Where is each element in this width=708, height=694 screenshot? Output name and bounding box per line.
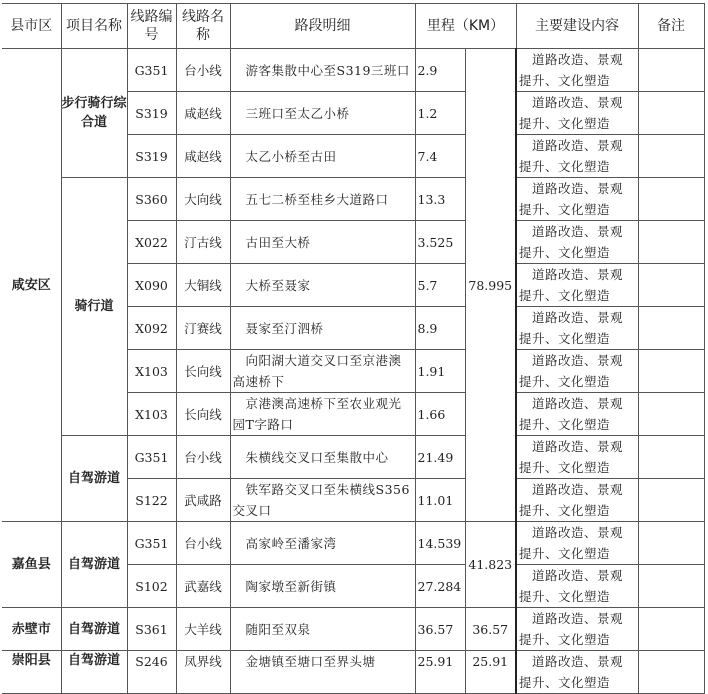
- code-cell: G351: [127, 49, 176, 92]
- name-cell: 大羊线: [176, 608, 230, 651]
- remark-cell: [638, 393, 704, 436]
- header-detail: 路段明细: [230, 4, 415, 49]
- detail-cell: 三班口至太乙小桥: [230, 92, 415, 135]
- project-cell: 自驾游道: [61, 436, 127, 522]
- table-row: [2, 436, 704, 479]
- km-total-cell: 41.823: [465, 522, 516, 608]
- remark-cell: [638, 350, 704, 393]
- header-county: 县市区: [2, 4, 61, 49]
- detail-cell: 金塘镇至塘口至界头塘: [230, 651, 415, 694]
- remark-cell: [638, 436, 704, 479]
- road-table: [2, 3, 705, 694]
- name-cell: 台小线: [176, 49, 230, 92]
- table-row: [2, 49, 704, 92]
- county-cell: 赤壁市: [2, 608, 61, 651]
- project-cell: 自驾游道: [61, 608, 127, 651]
- header-km: 里程（KM）: [415, 4, 516, 49]
- header-name: 线路名称: [176, 4, 230, 49]
- header-row: [2, 4, 704, 49]
- km-cell: 11.01: [415, 479, 465, 522]
- km-cell: 25.91: [415, 651, 465, 694]
- project-cell: 自驾游道: [61, 522, 127, 608]
- content-cell: 道路改造、景观提升、文化塑造: [516, 651, 638, 694]
- detail-cell: 陶家墩至新街镇: [230, 565, 415, 608]
- table-row: [2, 651, 704, 694]
- content-cell: 道路改造、景观提升、文化塑造: [516, 49, 638, 92]
- header-project: 项目名称: [61, 4, 127, 49]
- detail-cell: 聂家至汀泗桥: [230, 307, 415, 350]
- code-cell: X103: [127, 350, 176, 393]
- content-cell: 道路改造、景观提升、文化塑造: [516, 92, 638, 135]
- detail-cell: 大桥至聂家: [230, 264, 415, 307]
- km-cell: 1.2: [415, 92, 465, 135]
- detail-cell: 古田至大桥: [230, 221, 415, 264]
- name-cell: 长向线: [176, 393, 230, 436]
- remark-cell: [638, 608, 704, 651]
- detail-cell: 向阳湖大道交叉口至京港澳高速桥下: [230, 350, 415, 393]
- name-cell: 汀赛线: [176, 307, 230, 350]
- km-cell: 14.539: [415, 522, 465, 565]
- remark-cell: [638, 178, 704, 221]
- code-cell: S360: [127, 178, 176, 221]
- code-cell: X103: [127, 393, 176, 436]
- code-cell: S361: [127, 608, 176, 651]
- county-cell: 咸安区: [2, 49, 61, 522]
- code-cell: S246: [127, 651, 176, 694]
- remark-cell: [638, 651, 704, 694]
- name-cell: 台小线: [176, 522, 230, 565]
- name-cell: 长向线: [176, 350, 230, 393]
- km-cell: 36.57: [415, 608, 465, 651]
- detail-cell: 随阳至双泉: [230, 608, 415, 651]
- content-cell: 道路改造、景观提升、文化塑造: [516, 307, 638, 350]
- content-cell: 道路改造、景观提升、文化塑造: [516, 178, 638, 221]
- detail-cell: 五七二桥至桂乡大道路口: [230, 178, 415, 221]
- project-cell: 骑行道: [61, 178, 127, 436]
- remark-cell: [638, 307, 704, 350]
- name-cell: 咸赵线: [176, 135, 230, 178]
- table-row: [2, 522, 704, 565]
- km-cell: 5.7: [415, 264, 465, 307]
- name-cell: 大向线: [176, 178, 230, 221]
- code-cell: S319: [127, 92, 176, 135]
- km-cell: 3.525: [415, 221, 465, 264]
- km-cell: 8.9: [415, 307, 465, 350]
- detail-cell: 太乙小桥至古田: [230, 135, 415, 178]
- name-cell: 凤界线: [176, 651, 230, 694]
- code-cell: X092: [127, 307, 176, 350]
- table-row: [2, 178, 704, 221]
- km-cell: 13.3: [415, 178, 465, 221]
- header-content: 主要建设内容: [516, 4, 638, 49]
- remark-cell: [638, 565, 704, 608]
- remark-cell: [638, 92, 704, 135]
- km-cell: 7.4: [415, 135, 465, 178]
- code-cell: S102: [127, 565, 176, 608]
- content-cell: 道路改造、景观提升、文化塑造: [516, 608, 638, 651]
- name-cell: 台小线: [176, 436, 230, 479]
- code-cell: X090: [127, 264, 176, 307]
- detail-cell: 京港澳高速桥下至农业观光园T字路口: [230, 393, 415, 436]
- name-cell: 大铜线: [176, 264, 230, 307]
- name-cell: 武咸路: [176, 479, 230, 522]
- name-cell: 咸赵线: [176, 92, 230, 135]
- km-total-cell: 36.57: [465, 608, 516, 651]
- content-cell: 道路改造、景观提升、文化塑造: [516, 393, 638, 436]
- project-cell: 自驾游道: [61, 651, 127, 694]
- km-total-cell: 78.995: [465, 49, 516, 522]
- km-cell: 1.66: [415, 393, 465, 436]
- detail-cell: 铁军路交叉口至朱横线S356交叉口: [230, 479, 415, 522]
- content-cell: 道路改造、景观提升、文化塑造: [516, 436, 638, 479]
- name-cell: 武嘉线: [176, 565, 230, 608]
- remark-cell: [638, 479, 704, 522]
- content-cell: 道路改造、景观提升、文化塑造: [516, 565, 638, 608]
- remark-cell: [638, 135, 704, 178]
- code-cell: X022: [127, 221, 176, 264]
- header-remark: 备注: [638, 4, 704, 49]
- county-cell: 嘉鱼县: [2, 522, 61, 608]
- remark-cell: [638, 221, 704, 264]
- km-cell: 1.91: [415, 350, 465, 393]
- remark-cell: [638, 49, 704, 92]
- table-row: [2, 608, 704, 651]
- detail-cell: 游客集散中心至S319三班口: [230, 49, 415, 92]
- content-cell: 道路改造、景观提升、文化塑造: [516, 522, 638, 565]
- km-cell: 21.49: [415, 436, 465, 479]
- content-cell: 道路改造、景观提升、文化塑造: [516, 135, 638, 178]
- project-cell: 步行骑行综合道: [61, 49, 127, 178]
- remark-cell: [638, 522, 704, 565]
- county-cell: 崇阳县: [2, 651, 61, 694]
- km-cell: 2.9: [415, 49, 465, 92]
- detail-cell: 朱横线交叉口至集散中心: [230, 436, 415, 479]
- code-cell: G351: [127, 522, 176, 565]
- code-cell: G351: [127, 436, 176, 479]
- content-cell: 道路改造、景观提升、文化塑造: [516, 264, 638, 307]
- code-cell: S319: [127, 135, 176, 178]
- code-cell: S122: [127, 479, 176, 522]
- km-total-cell: 25.91: [465, 651, 516, 694]
- km-cell: 27.284: [415, 565, 465, 608]
- header-code: 线路编号: [127, 4, 176, 49]
- content-cell: 道路改造、景观提升、文化塑造: [516, 221, 638, 264]
- content-cell: 道路改造、景观提升、文化塑造: [516, 350, 638, 393]
- content-cell: 道路改造、景观提升、文化塑造: [516, 479, 638, 522]
- name-cell: 汀古线: [176, 221, 230, 264]
- remark-cell: [638, 264, 704, 307]
- detail-cell: 高家岭至潘家湾: [230, 522, 415, 565]
